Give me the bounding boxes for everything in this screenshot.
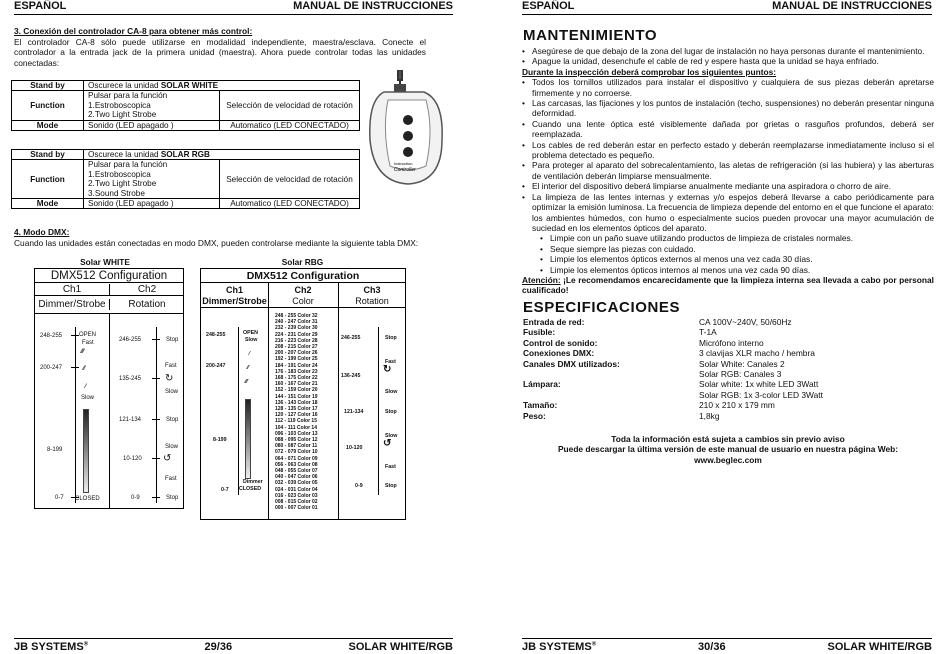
ch1-value: 200-247 (206, 363, 226, 369)
spec-key: Canales DMX utilizados: (523, 358, 620, 369)
ch3-name: Rotation (355, 296, 389, 306)
spec-value: Micrófono interno (699, 337, 764, 348)
label-stop: Stop (166, 417, 179, 423)
color-entry: 192 - 199 Color 25 (275, 356, 318, 363)
color-entry: 120 - 127 Color 16 (275, 412, 318, 419)
function-label: Function (12, 91, 84, 120)
rotate-ccw-icon: ↺ (383, 438, 392, 449)
strobe-mid-icon: ⁄⁄ (83, 366, 86, 372)
section-dmx-body: Cuando las unidades están conectadas en modo DMX, pueden controlarse mediante la siguiente tabla DMX: (14, 237, 419, 248)
header-language: ESPAÑOL (522, 0, 575, 12)
spec-row (523, 338, 933, 348)
table-row (12, 199, 360, 209)
list-item: • El interior del dispositivo deberá limpiarse anualmente mediante una aspiradora o chorro de aire. (522, 181, 934, 191)
table-row (12, 91, 360, 120)
ch1-value: 0-7 (55, 495, 64, 501)
spec-row (523, 327, 933, 337)
color-entry: 208 - 215 Color 27 (275, 344, 318, 351)
spec-row (523, 317, 933, 327)
label-open: OPEN (79, 332, 97, 338)
section-ca8 (14, 26, 426, 68)
spec-value: Solar White: Canales 2 (699, 358, 785, 369)
label-stop: Stop (166, 495, 179, 501)
standby-text: Oscurece la unidad SOLAR RGB (84, 150, 360, 160)
function-desc: Selección de velocidad de rotación (220, 160, 360, 199)
color-entry: 200 - 207 Color 26 (275, 350, 318, 357)
section-dmx (14, 227, 426, 248)
ch2-header: Ch2 (294, 285, 312, 295)
table-row (12, 120, 360, 130)
color-entry: 136 - 143 Color 18 (275, 399, 318, 406)
standby-label: Stand by (12, 150, 84, 160)
color-entry: 000 - 007 Color 01 (275, 505, 318, 512)
ch3-value: 136-245 (341, 373, 361, 379)
spec-row (523, 411, 933, 421)
spec-key: Control de sonido: (523, 337, 598, 348)
mode-auto: Automatico (LED CONECTADO) (220, 199, 360, 209)
list-item: • La limpieza de las lentes internas y externas y/o espejos deberá llevarse a cabo periódicamente para optimizar la emisión luminosa. La frecuencia de limpieza depende del entorno en el que funcione el aparato: los ambientes húmedos, con humo o especialmente sucios pueden provocar una mayor acumulación de suciedad en los elementos ópticos del aparato. (522, 192, 934, 234)
color-entry: 024 - 031 Color 04 (275, 486, 318, 493)
color-entry: 224 - 231 Color 29 (275, 331, 318, 338)
specs-table (523, 317, 933, 421)
ch1-value: 8-199 (213, 437, 227, 443)
spec-key: Tamaño: (523, 400, 558, 411)
remote-label1: Instruction (394, 161, 413, 166)
spec-value: 1,8kg (699, 410, 720, 421)
ch3-value: 10-120 (346, 445, 363, 451)
table-row (12, 150, 360, 160)
ca8-table-white (11, 80, 360, 131)
table-row (12, 160, 360, 199)
color-entry: 168 - 175 Color 22 (275, 375, 318, 382)
label-slow: Slow (165, 389, 179, 395)
mode-sound: Sonido (LED apagado ) (84, 199, 220, 209)
color-entry: 184 - 191 Color 24 (275, 362, 318, 369)
ch2-value: 121-134 (119, 417, 142, 423)
list-subitem: • Limpie con un paño suave utilizando productos de limpieza de cristales normales. (540, 233, 934, 243)
color-entry: 240 - 247 Color 31 (275, 319, 318, 326)
color-entry: 072 - 079 Color 10 (275, 449, 318, 456)
label-open: OPEN (243, 330, 259, 336)
ch2-name: Rotation (109, 299, 184, 310)
color-entry: 032 - 039 Color 05 (275, 480, 318, 487)
footer-brand: JB SYSTEMS® (14, 641, 89, 653)
color-entry: 176 - 183 Color 23 (275, 368, 318, 375)
label-fast: Fast (165, 363, 177, 369)
color-entry: 088 - 095 Color 12 (275, 437, 318, 444)
rotate-cw-icon: ↻ (165, 373, 174, 384)
function-text: Pulsar para la función 1.Estroboscopica 2.Two Light Strobe 3.Sound Strobe (84, 160, 220, 199)
spec-value: Solar RGB: 1x 3-color LED 3Watt (699, 389, 823, 400)
list-item: • Apague la unidad, desenchufe el cable de red y espere hasta que la unidad se haya enfriado. (522, 56, 934, 66)
label-closed: CLOSED (239, 486, 262, 492)
function-text: Pulsar para la función 1.Estroboscopica 2.Two Light Strobe (84, 91, 220, 120)
page-header (14, 0, 453, 15)
spec-key (523, 390, 699, 400)
caption-solar-rgb: Solar RBG (281, 257, 324, 267)
page-header (522, 0, 932, 15)
label-dimmer: Dimmer (243, 479, 263, 485)
list-subitem: • Seque siempre las piezas con cuidado. (540, 244, 934, 254)
spec-key: Fusible: (523, 327, 556, 338)
ch3-value: 0-9 (355, 483, 363, 489)
color-entry: 112 - 119 Color 15 (275, 418, 317, 425)
ch2-value: 246-255 (119, 337, 142, 343)
color-entry: 160 - 167 Color 21 (275, 381, 318, 388)
label-stop: Stop (385, 409, 397, 415)
list-item: • Cuando una lente óptica esté visiblemente dañada por grietas o rasguños profundos, deberá ser reemplazada. (522, 119, 934, 140)
label-fast: Fast (82, 340, 94, 346)
ch1-name: Dimmer/Strobe (202, 296, 267, 306)
attention-note: Atención: ¡Le recomendamos encarecidamente que la limpieza interna sea llevada a cabo por personal cualificado! (522, 274, 934, 296)
disclaimer-line1: Toda la información está sujeta a cambios sin previo aviso (611, 434, 845, 444)
spec-value: Solar RGB: Canales 3 (699, 369, 782, 380)
list-item: • Los cables de red deberán estar en perfecto estado y deberán reemplazarse inmediatamente incluso si el problema detectado es pequeño. (522, 140, 934, 161)
rotate-cw-icon: ↻ (383, 364, 392, 375)
ch1-value: 8-199 (47, 447, 63, 453)
ch2-value: 0-9 (131, 495, 140, 501)
color-entry: 152 - 159 Color 20 (275, 387, 318, 394)
label-slow: Slow (245, 337, 258, 343)
color-entry: 144 - 151 Color 19 (275, 393, 318, 400)
strobe-icon: ⁄⁄⁄ (245, 379, 248, 385)
ch2-value: 135-245 (119, 376, 142, 382)
ch1-value: 248-255 (40, 333, 63, 339)
header-language: ESPAÑOL (14, 0, 67, 12)
footer-page: 30/36 (698, 641, 726, 653)
strobe-icon: ⁄ (249, 351, 250, 357)
ch1-value: 0-7 (221, 487, 229, 493)
section-dmx-title: 4. Modo DMX: (14, 227, 70, 237)
inspection-heading: Durante la inspección deberá comprobar los siguientes puntos: (522, 66, 777, 77)
footer-model: SOLAR WHITE/RGB (827, 641, 932, 653)
color-entry: 056 - 063 Color 08 (275, 461, 318, 468)
spec-key: Entrada de red: (523, 317, 585, 327)
color-list (275, 313, 337, 512)
color-entry: 064 - 071 Color 09 (275, 455, 318, 462)
label-slow: Slow (385, 389, 398, 395)
color-entry: 232 - 239 Color 30 (275, 325, 318, 332)
website-link[interactable]: www.beglec.com (694, 454, 762, 465)
ch1-name: Dimmer/Strobe (38, 299, 106, 310)
list-item: • Asegúrese de que debajo de la zona del lugar de instalación no haya personas durante el mantenimiento. (522, 46, 934, 56)
color-entry: 016 - 023 Color 03 (275, 492, 318, 499)
section-ca8-title: 3. Conexión del controlador CA-8 para obtener más control: (14, 26, 253, 36)
label-fast: Fast (385, 464, 396, 470)
spec-key: Lámpara: (523, 379, 561, 390)
footer-model: SOLAR WHITE/RGB (348, 641, 453, 653)
color-entry: 248 - 255 Color 32 (275, 313, 318, 319)
label-stop: Stop (385, 483, 397, 489)
label-fast: Fast (165, 476, 177, 482)
rotate-ccw-icon: ↺ (163, 453, 172, 464)
spec-row (523, 369, 933, 379)
spec-value: CA 100V~240V, 50/60Hz (699, 317, 792, 327)
list-subitem: • Limpie los elementos ópticos internos al menos una vez cada 90 días. (540, 265, 934, 275)
spec-key: Peso: (523, 410, 546, 421)
spec-row (523, 379, 933, 389)
function-desc: Selección de velocidad de rotación (220, 91, 360, 120)
ch1-value: 200-247 (40, 365, 63, 371)
mode-auto: Automatico (LED CONECTADO) (220, 120, 360, 130)
ch3-header: Ch3 (363, 285, 381, 295)
strobe-fast-icon: ⁄⁄⁄ (81, 349, 85, 355)
spec-value: 3 clavijas XLR macho / hembra (699, 348, 815, 359)
color-entry: 104 - 111 Color 14 (275, 424, 317, 431)
list-item: • Para proteger al aparato del sobrecalentamiento, las aletas de refrigeración (si las hubiera) y las aberturas de ventilación deberán limpiarse mensualmente. (522, 160, 934, 181)
mode-sound: Sonido (LED apagado ) (84, 120, 220, 130)
color-entry: 096 - 103 Color 13 (275, 430, 318, 437)
color-entry: 216 - 223 Color 28 (275, 337, 318, 344)
list-subitem: • Limpie los elementos ópticos externos al menos una vez cada 30 días. (540, 254, 934, 264)
spec-row (523, 400, 933, 410)
disclaimer (522, 434, 934, 465)
standby-text: Oscurece la unidad SOLAR WHITE (84, 81, 360, 91)
strobe-slow-icon: ⁄ (85, 384, 87, 390)
spec-row (523, 348, 933, 358)
ch3-value: 121-134 (344, 409, 364, 415)
list-item: • Todos los tornillos utilizados para instalar el dispositivo y cualquiera de sus piezas deberán apretarse firmemente y no corroerse. (522, 77, 934, 98)
function-label: Function (12, 160, 84, 199)
ch3-value: 246-255 (341, 335, 361, 341)
list-item: • Las carcasas, las fijaciones y los puntos de instalación (techo, suspensiones) no deberán presentar ninguna deformidad. (522, 98, 934, 119)
dmx-title: DMX512 Configuration (201, 269, 405, 283)
standby-label: Stand by (12, 81, 84, 91)
label-slow: Slow (385, 433, 398, 439)
spec-value: T-1A (699, 327, 717, 338)
page-footer (522, 638, 932, 653)
caption-solar-white: Solar WHITE (80, 257, 130, 267)
ch1-value: 248-255 (206, 332, 226, 338)
label-slow: Slow (81, 395, 95, 401)
mode-label: Mode (12, 120, 84, 130)
table-row (12, 81, 360, 91)
label-stop: Stop (385, 335, 397, 341)
color-entry: 048 - 055 Color 07 (275, 468, 318, 475)
maintenance-heading: MANTENIMIENTO (523, 27, 658, 44)
dimmer-gradient (245, 399, 251, 479)
label-stop: Stop (166, 337, 179, 343)
ch2-header: Ch2 (109, 284, 184, 296)
color-entry: 008 - 015 Color 02 (275, 499, 318, 506)
section-ca8-body: El controlador CA-8 sólo puede utilizarse en modalidad independiente, maestra/esclava. Conecte el controlador a la entrada jack de la primera unidad (maestra). Ahora puede controlar todas las unidades conectadas: (14, 36, 426, 68)
dmx-title: DMX512 Configuration (35, 269, 183, 283)
color-entry: 128 - 135 Color 17 (275, 406, 318, 413)
maintenance-list (522, 46, 934, 296)
dmx-config-white (34, 268, 184, 509)
ch2-name: Color (292, 296, 314, 306)
mode-label: Mode (12, 199, 84, 209)
right-page (475, 0, 950, 654)
spec-value: 210 x 210 x 179 mm (699, 400, 775, 411)
ch2-value: 10-120 (123, 456, 142, 462)
strobe-icon: ⁄⁄ (247, 365, 249, 371)
label-closed: CLOSED (75, 496, 100, 502)
ch1-header: Ch1 (35, 284, 109, 296)
page-footer (14, 638, 453, 653)
ca8-controller-image (364, 70, 446, 190)
ch1-header: Ch1 (225, 285, 243, 295)
ca8-table-rgb (11, 149, 360, 209)
spec-value: Solar white: 1x white LED 3Watt (699, 379, 819, 390)
spec-key: Conexiones DMX: (523, 348, 595, 359)
spec-row (523, 390, 933, 400)
header-title: MANUAL DE INSTRUCCIONES (772, 0, 932, 12)
dimmer-gradient (83, 409, 89, 493)
footer-page: 29/36 (204, 641, 233, 653)
specs-heading: ESPECIFICACIONES (523, 299, 681, 316)
header-title: MANUAL DE INSTRUCCIONES (293, 0, 453, 12)
label-fast: Fast (385, 359, 396, 365)
spec-row (523, 359, 933, 369)
label-slow: Slow (165, 444, 179, 450)
color-entry: 080 - 087 Color 11 (275, 443, 318, 450)
disclaimer-line2: Puede descargar la última versión de este manual de usuario en nuestra página Web: (557, 444, 899, 455)
spec-key (523, 369, 699, 379)
dmx-config-rgb (200, 268, 406, 520)
footer-brand: JB SYSTEMS® (522, 641, 597, 653)
remote-label2: Controller (394, 167, 416, 173)
color-entry: 040 - 047 Color 06 (275, 474, 318, 481)
